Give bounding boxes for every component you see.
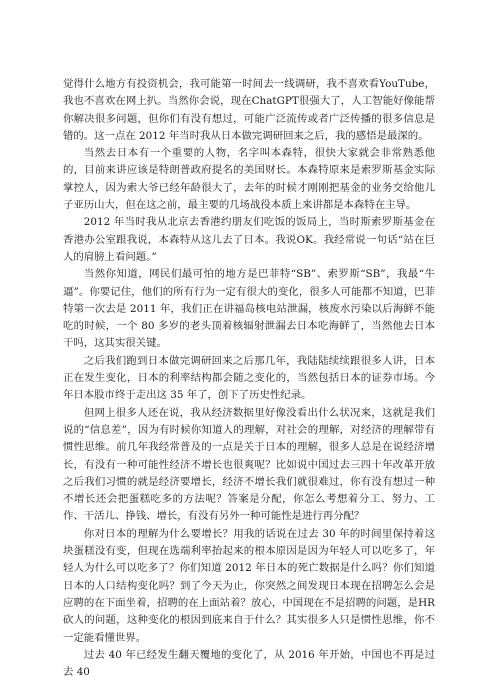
- paragraph: 当然去日本有一个重要的人物，名字叫本森特，很快大家就会非常熟悉他的，目前来讲应该是特朗普政府提名的美国财长。本森特原来是索罗斯基金实际掌控人，因为索大爷已经年龄很大了，去年的时候才刚刚把基金的业务交给他儿子亚历山大，但在这之前，最主要的几场战役本质上来讲都是本森特在主导。: [63, 147, 435, 212]
- paragraph: 当然你知道，网民们最可怕的地方是巴菲特“SB”、索罗斯“SB”，我最“牛逼”。你要记住，他们的所有行为一定有很大的变化，很多人可能都不知道，巴菲特第一次去是 2011 年，我们正在讲福岛核电站泄漏，核废水污染以后海鲜不能吃的时候，一个 80 多岁的老头顶着核辐射泄漏去日本吃海鲜了，当然他去日本干吗，这其实很关键。: [63, 268, 435, 350]
- paragraph: 2012 年当时我从北京去香港约朋友们吃饭的饭局上，当时斯索罗斯基金在香港办公室跟我说，本森特从这儿去了日本。我说OK。我经常说一句话“站在巨人的肩膀上看问题。”: [63, 216, 435, 263]
- paragraph: 觉得什么地方有投资机会，我可能第一时间去一线调研，我不喜欢看YouTube，我也不喜欢在网上扒。当然你会说，现在ChatGPT很强大了，人工智能好像能帮你解决很多问题，但你们有没有想过，可能广泛流传或者广泛传播的很多信息是错的。这一点在 2012 年当时我从日本做完调研回来之后，我的感悟是最深的。: [63, 78, 435, 142]
- paragraph: 但网上很多人还在说，我从经济数据里好像没看出什么状况来，这就是我们说的“信息差”，因为有时候你知道人的理解，对社会的理解，对经济的理解带有惯性思维。前几年我经常普及的一点是关于日本的理解，很多人总是在说经济增长，有没有一种可能性经济不增长也很爽呢？比如说中国过去三四十年改革开放之后我们习惯的就是经济要增长，经济不增长我们就很难过，你有没有想过一种不增长还会把蛋糕吃多的方法呢？答案是分配，你怎么考想着分工、努力、工作、干活儿、挣钱、增长，有没有另外一种可能性是进行再分配？: [63, 406, 435, 523]
- paragraph: 你对日本的理解为什么要增长？用我的话说在过去 30 年的时间里保持着这块蛋糕没有变，但现在选端利率抬起来的根本原因是因为年轻人可以吃多了，年轻人为什么可以吃多了？你们知道 2012 年日本的死亡数据是什么吗？你们知道日本的人口结构变化吗？到了今天为止，你突然之间发现日本现在招聘怎么会是应聘的在下面坐着，招聘的在上面站着？放心，中国现在不是招聘的问题，是HR砍人的问题，这种变化的根因到底来自于什么？其实很多人只是惯性思维，你不一定能看懂世界。: [63, 527, 435, 644]
- paragraph: 之后我们跑到日本做完调研回来之后那几年，我陆陆续续跟很多人讲，日本正在发生变化，日本的利率结构都会随之变化的，当然包括日本的证券市场。今年日本股市终于走出这 35 年了，创下了历史性纪录。: [63, 354, 435, 402]
- paragraph: 过去 40 年已经发生翻天覆地的变化了，从 2016 年开始，中国也不再是过去 40: [63, 648, 435, 679]
